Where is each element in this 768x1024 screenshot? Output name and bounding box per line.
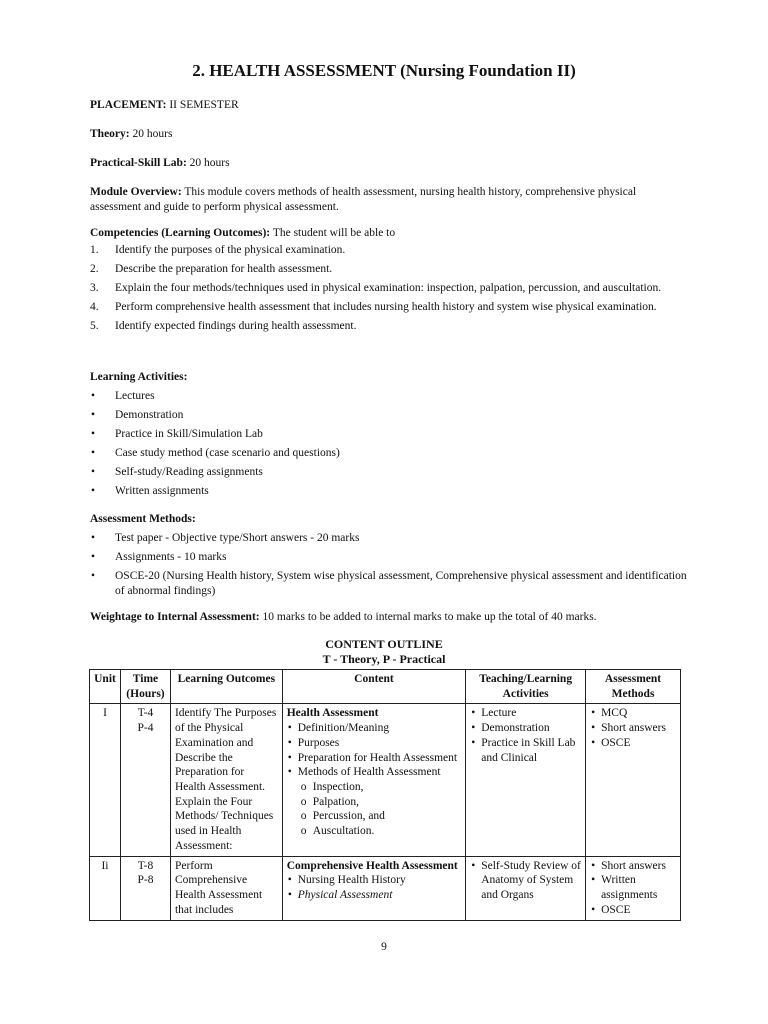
weightage-text: 10 marks to be added to internal marks to make up the total of 40 marks. <box>262 611 597 623</box>
outline-heading: CONTENT OUTLINE <box>325 637 443 651</box>
theory-label: Theory: <box>90 128 130 140</box>
list-item: 2. Describe the preparation for health assessment. <box>90 262 333 275</box>
activities-cell <box>466 704 586 856</box>
practical-value: 20 hours <box>189 157 230 169</box>
list-item: • Practice in Skill/Simulation Lab <box>90 427 690 442</box>
content-outline-table <box>89 669 681 921</box>
list-item: • Short answers <box>590 721 676 736</box>
header-methods: Assessment Methods <box>586 670 681 704</box>
outcomes-cell: Perform Comprehensive Health Assessment that includes <box>170 856 282 920</box>
list-item: • Preparation for Health Assessment <box>287 751 461 766</box>
unit-cell: I <box>90 704 121 856</box>
list-item: • Nursing Health History <box>287 873 461 888</box>
header-content: Content <box>282 670 465 704</box>
list-item: 4. Perform comprehensive health assessment that includes nursing health history and system wise physical examination. <box>90 300 657 313</box>
list-item: • Lecture <box>470 706 581 721</box>
table-row <box>90 856 681 920</box>
learning-activities-label: Learning Activities: <box>90 371 188 383</box>
list-item: • Demonstration <box>470 721 581 736</box>
placement-label: PLACEMENT: <box>90 99 167 111</box>
list-item: • Written assignments <box>90 484 690 499</box>
list-item: 5. Identify expected findings during health assessment. <box>90 319 357 332</box>
list-item: • MCQ <box>590 706 676 721</box>
list-item: • Practice in Skill Lab and Clinical <box>470 736 581 765</box>
outcomes-cell: Identify The Purposes of the Physical Examination and Describe the Preparation for Health Assessment. Explain the Four Methods/ Techniques used in Health Assessment: <box>170 704 282 856</box>
list-item: o Palpation, <box>301 795 461 810</box>
content-cell: Comprehensive Health Assessment • Nursing Health History • Physical Assessment <box>282 856 465 920</box>
list-item: • Self-study/Reading assignments <box>90 465 690 480</box>
list-item: • Short answers <box>590 859 676 874</box>
list-item: • Written assignments <box>590 873 676 902</box>
assessment-methods-section <box>90 512 690 603</box>
time-cell: T-8 P-8 <box>120 856 170 920</box>
unit-cell: Ii <box>90 856 121 920</box>
list-item: • Test paper - Objective type/Short answers - 20 marks <box>90 531 690 546</box>
header-activities: Teaching/Learning Activities <box>466 670 586 704</box>
activities-cell <box>466 856 586 920</box>
weightage-label: Weightage to Internal Assessment: <box>90 611 260 623</box>
module-overview-text: This module covers methods of health assessment, nursing health history, comprehensive physical assessment and guide to perform physical assessment. <box>90 186 637 213</box>
list-item: o Percussion, and <box>301 809 461 824</box>
list-item: • Lectures <box>90 389 690 404</box>
list-item: • Definition/Meaning <box>287 721 461 736</box>
assessment-methods-list <box>90 531 690 599</box>
list-item: 1. Identify the purposes of the physical examination. <box>90 243 346 256</box>
assessment-methods-label: Assessment Methods: <box>90 513 196 525</box>
time-cell: T-4 P-4 <box>120 704 170 856</box>
table-header-row <box>90 670 681 704</box>
list-item: • Demonstration <box>90 408 690 423</box>
list-item: o Auscultation. <box>301 824 461 839</box>
list-item: • OSCE <box>590 736 676 751</box>
learning-activities-section <box>90 370 690 503</box>
methods-cell <box>586 856 681 920</box>
competencies-intro: The student will be able to <box>272 227 396 239</box>
page-title: 2. HEALTH ASSESSMENT (Nursing Foundation II) <box>192 61 576 80</box>
methods-cell <box>586 704 681 856</box>
header-outcomes: Learning Outcomes <box>170 670 282 704</box>
header-unit: Unit <box>90 670 121 704</box>
list-item: • Methods of Health Assessment <box>287 765 461 780</box>
module-overview-label: Module Overview: <box>90 186 182 198</box>
page-number: 9 <box>381 941 387 953</box>
list-item: • OSCE-20 (Nursing Health history, System wise physical assessment, Comprehensive physical assessment and identification of abnormal findings) <box>90 569 690 599</box>
list-item: o Inspection, <box>301 780 461 795</box>
list-item: • Assignments - 10 marks <box>90 550 690 565</box>
competencies-list <box>90 243 690 334</box>
module-overview <box>90 185 690 215</box>
table-row <box>90 704 681 856</box>
competencies-label: Competencies (Learning Outcomes): <box>90 227 271 239</box>
placement-line <box>90 98 690 113</box>
practical-label: Practical-Skill Lab: <box>90 157 187 169</box>
list-item: • Self-Study Review of Anatomy of System and Organs <box>470 859 581 903</box>
list-item: • OSCE <box>590 903 676 918</box>
practical-line <box>90 156 690 171</box>
placement-value: II SEMESTER <box>169 99 239 111</box>
learning-activities-list <box>90 389 690 499</box>
header-time: Time (Hours) <box>120 670 170 704</box>
list-item: • Physical Assessment <box>287 888 461 903</box>
theory-value: 20 hours <box>132 128 173 140</box>
theory-line <box>90 127 690 142</box>
list-item: 3. Explain the four methods/techniques used in physical examination: inspection, palpation, percussion, and auscultation. <box>90 281 662 294</box>
list-item: • Case study method (case scenario and questions) <box>90 446 690 461</box>
content-cell: Health Assessment • Definition/Meaning • Purposes • Preparation for Health Assessment • Methods of Health Assessment o Inspection, o Palpation, o Percussion, and o Auscultation. <box>282 704 465 856</box>
list-item: • Purposes <box>287 736 461 751</box>
competencies-section <box>90 226 690 338</box>
outline-subheading: T - Theory, P - Practical <box>322 652 446 666</box>
weightage-line <box>90 610 690 625</box>
